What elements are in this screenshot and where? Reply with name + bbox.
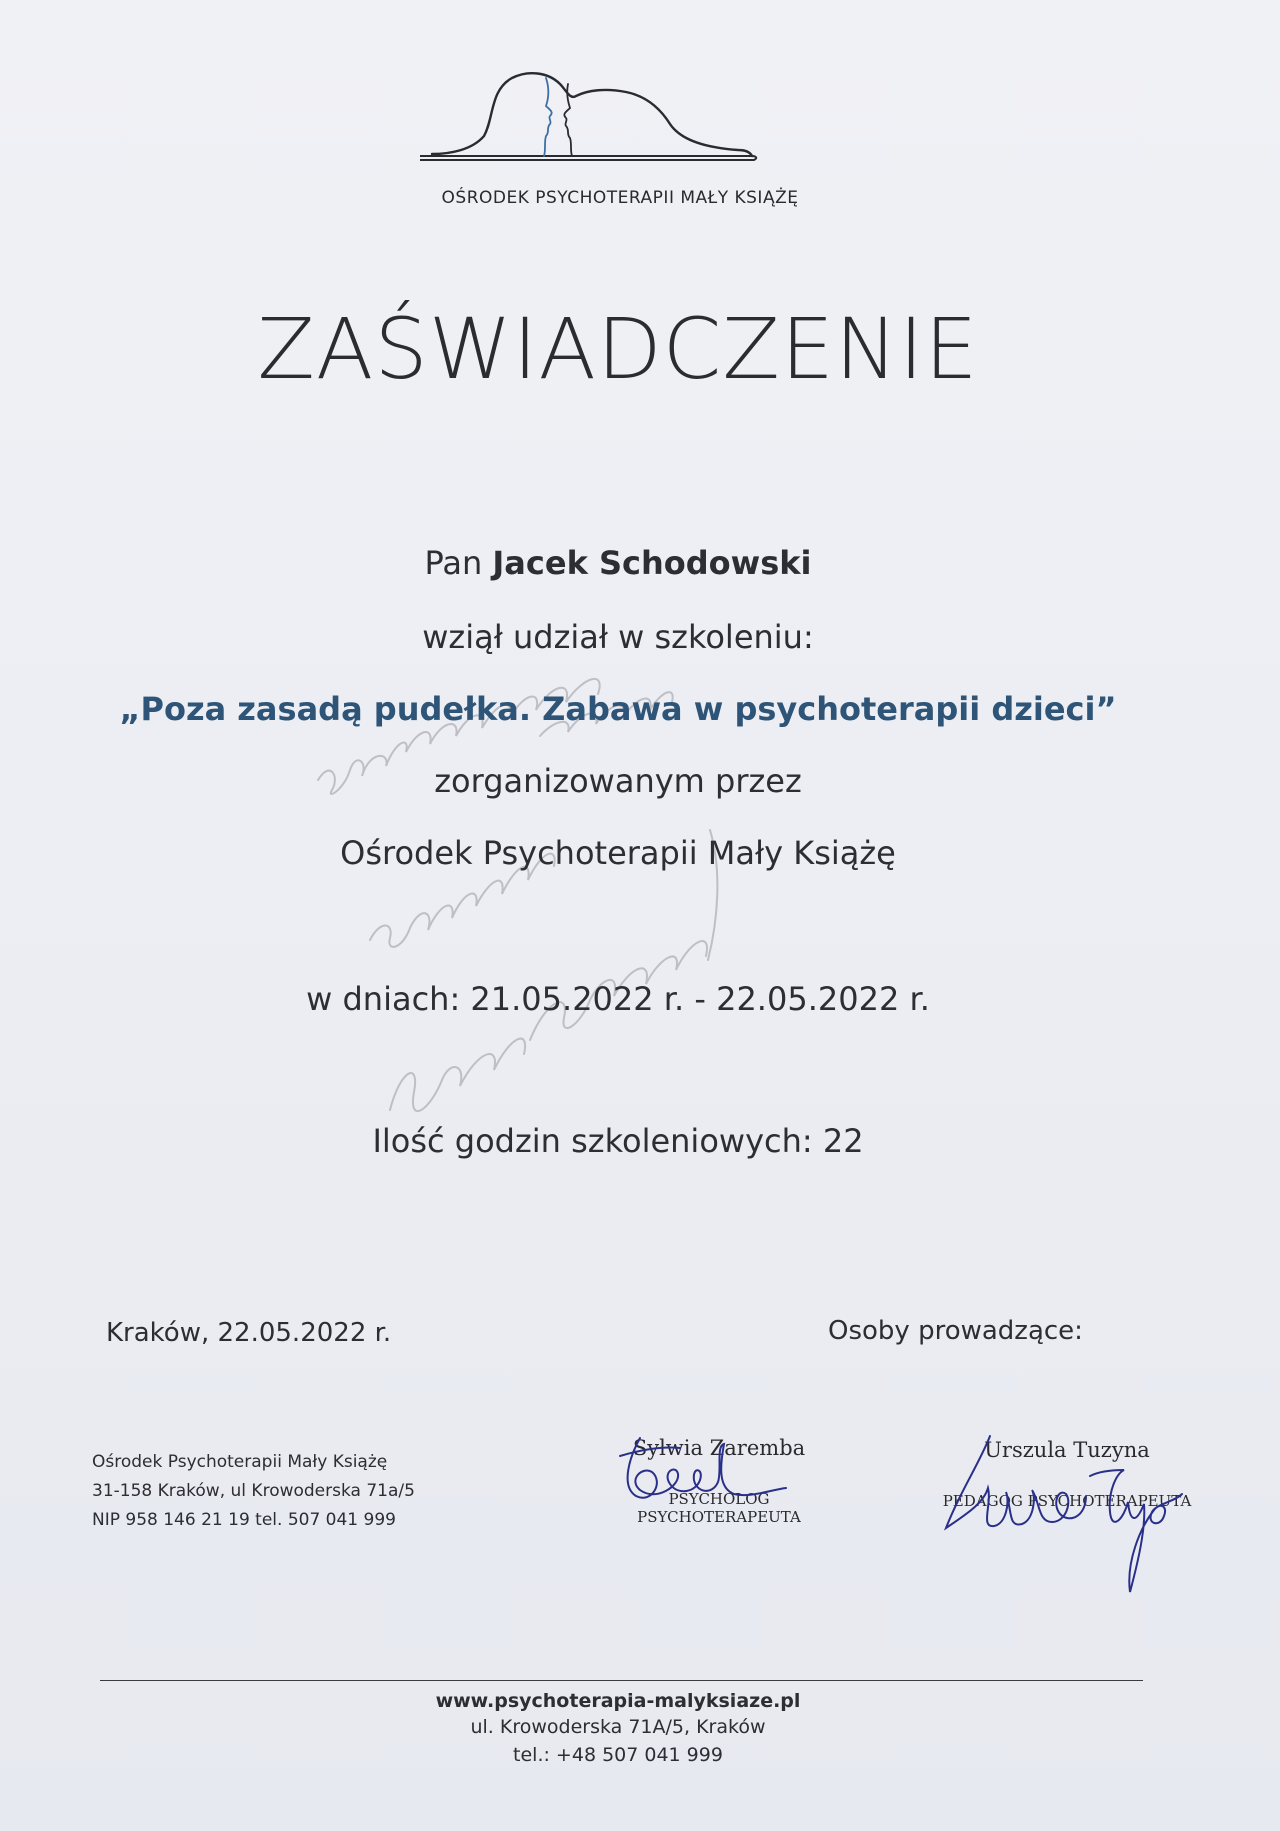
organized-by-label: zorganizowanym przez	[434, 762, 802, 800]
certificate-title: ZAŚWIADCZENIE	[257, 300, 979, 398]
course-title: „Poza zasadą pudełka. Zabawa w psychoterapii dzieci”	[119, 690, 1117, 728]
footer-website: www.psychoterapia-malyksiaze.pl	[435, 1690, 801, 1712]
footer-divider	[100, 1680, 1143, 1681]
trainer-1-role: PSYCHOLOG PSYCHOTERAPEUTA	[637, 1490, 801, 1526]
stamp-line-nip: NIP 958 146 21 19 tel. 507 041 999	[92, 1510, 396, 1530]
stamp-line-name: Ośrodek Psychoterapii Mały Książę	[92, 1452, 388, 1472]
logo-organization-name: OŚRODEK PSYCHOTERAPII MAŁY KSIĄŻĘ	[441, 188, 799, 208]
trainer-2-signature	[940, 1432, 1190, 1604]
salutation: Pan	[424, 544, 483, 582]
trainer-2-name: Urszula Tuzyna	[984, 1438, 1150, 1462]
training-hours: Ilość godzin szkoleniowych: 22	[372, 1122, 864, 1160]
trainers-label: Osoby prowadzące:	[828, 1316, 1083, 1346]
place-and-date: Kraków, 22.05.2022 r.	[106, 1318, 392, 1348]
participation-statement: wziął udział w szkoleniu:	[422, 618, 814, 656]
trainer-1-name: Sylwia Zaremba	[632, 1436, 806, 1460]
training-dates: w dniach: 21.05.2022 r. - 22.05.2022 r.	[306, 980, 930, 1018]
trainer-1-signature	[600, 1426, 790, 1516]
recipient-name: Jacek Schodowski	[492, 544, 812, 582]
organizer-name: Ośrodek Psychoterapii Mały Książę	[340, 834, 896, 872]
footer-address: ul. Krowoderska 71A/5, Kraków	[470, 1716, 766, 1738]
trainer-2-role: PEDAGOG PSYCHOTERAPEUTA	[942, 1492, 1192, 1510]
recipient-line	[0, 544, 1236, 582]
footer-phone: tel.: +48 507 041 999	[513, 1744, 723, 1766]
stamp-line-address: 31-158 Kraków, ul Krowoderska 71a/5	[92, 1481, 415, 1501]
organization-stamp	[92, 1448, 415, 1535]
